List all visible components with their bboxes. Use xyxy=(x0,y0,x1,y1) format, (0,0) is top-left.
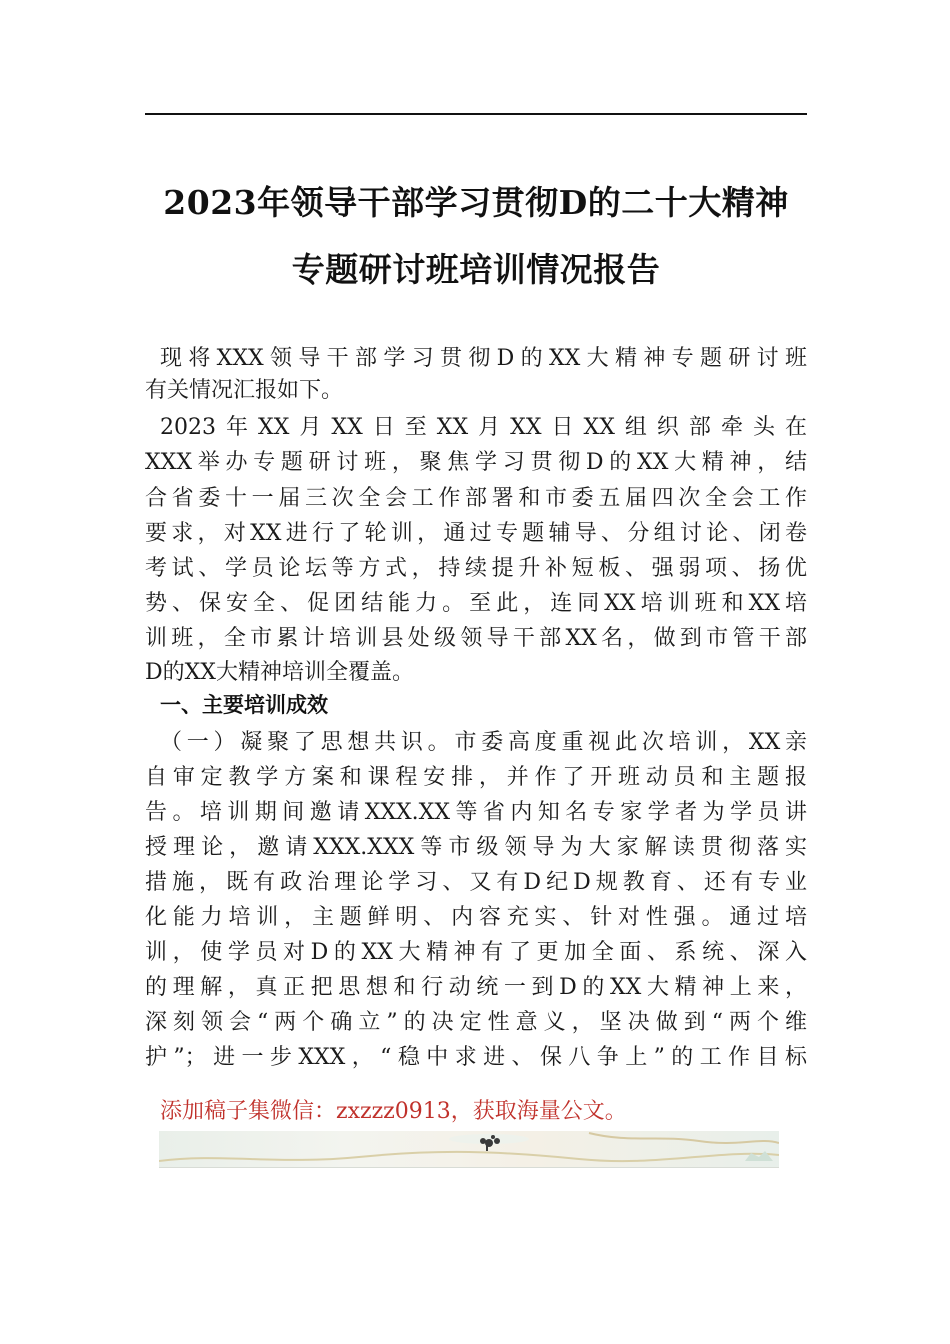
section-heading: 一、主要培训成效 xyxy=(160,693,328,717)
paragraph-line: 化能力培训，主题鲜明、内容充实、针对性强。通过培 xyxy=(145,905,807,930)
paragraph-line: 护”；进一步XXX，“稳中求进、保八争上”的工作目标 xyxy=(145,1045,807,1070)
document-title-line-2: 专题研讨班培训情况报告 xyxy=(291,250,661,289)
paragraph-line: 的理解，真正把思想和行动统一到D的XX大精神上来， xyxy=(145,975,807,1000)
paragraph-line: 训班，全市累计培训县处级领导干部XX名，做到市管干部 xyxy=(145,626,807,651)
paragraph-line: 措施，既有政治理论学习、又有D纪D规教育、还有专业 xyxy=(145,870,807,895)
paragraph-line: 考试、学员论坛等方式，持续提升补短板、强弱项、扬优 xyxy=(145,556,807,581)
header-rule xyxy=(145,113,807,115)
paragraph-line: 要求，对XX进行了轮训，通过专题辅导、分组讨论、闭卷 xyxy=(145,521,807,546)
landscape-illustration xyxy=(159,1131,779,1167)
paragraph-line: 授理论，邀请XXX.XXX等市级领导为大家解读贯彻落实 xyxy=(145,835,807,860)
document-title-line-1: 2023年领导干部学习贯彻D的二十大精神 xyxy=(163,183,789,222)
paragraph-line: 合省委十一届三次全会工作部署和市委五届四次全会工作 xyxy=(145,486,807,511)
paragraph-line: XXX举办专题研讨班，聚焦学习贯彻D的XX大精神，结 xyxy=(145,450,807,475)
paragraph-line: 势、保安全、促团结能力。至此，连同XX培训班和XX培 xyxy=(145,591,807,616)
paragraph-line: 深刻领会“两个确立”的决定性意义，坚决做到“两个维 xyxy=(145,1010,807,1035)
promo-note: 添加稿子集微信：zxzzz0913，获取海量公文。 xyxy=(160,1099,627,1124)
paragraph-line: D的XX大精神培训全覆盖。 xyxy=(145,660,414,685)
paragraph-line: 有关情况汇报如下。 xyxy=(145,378,344,403)
paragraph-line: 训，使学员对D的XX大精神有了更加全面、系统、深入 xyxy=(145,940,807,965)
paragraph-line: 现将XXX领导干部学习贯彻D的XX大精神专题研讨班 xyxy=(160,346,807,371)
paragraph-line: （一）凝聚了思想共识。市委高度重视此次培训，XX亲 xyxy=(160,730,807,755)
paragraph-line: 自审定教学方案和课程安排，并作了开班动员和主题报 xyxy=(145,765,807,790)
decorative-banner-image xyxy=(159,1131,779,1168)
paragraph-line: 2023年XX月XX日至XX月XX日XX组织部牵头在 xyxy=(160,415,807,440)
paragraph-line: 告。培训期间邀请XXX.XX等省内知名专家学者为学员讲 xyxy=(145,800,807,825)
